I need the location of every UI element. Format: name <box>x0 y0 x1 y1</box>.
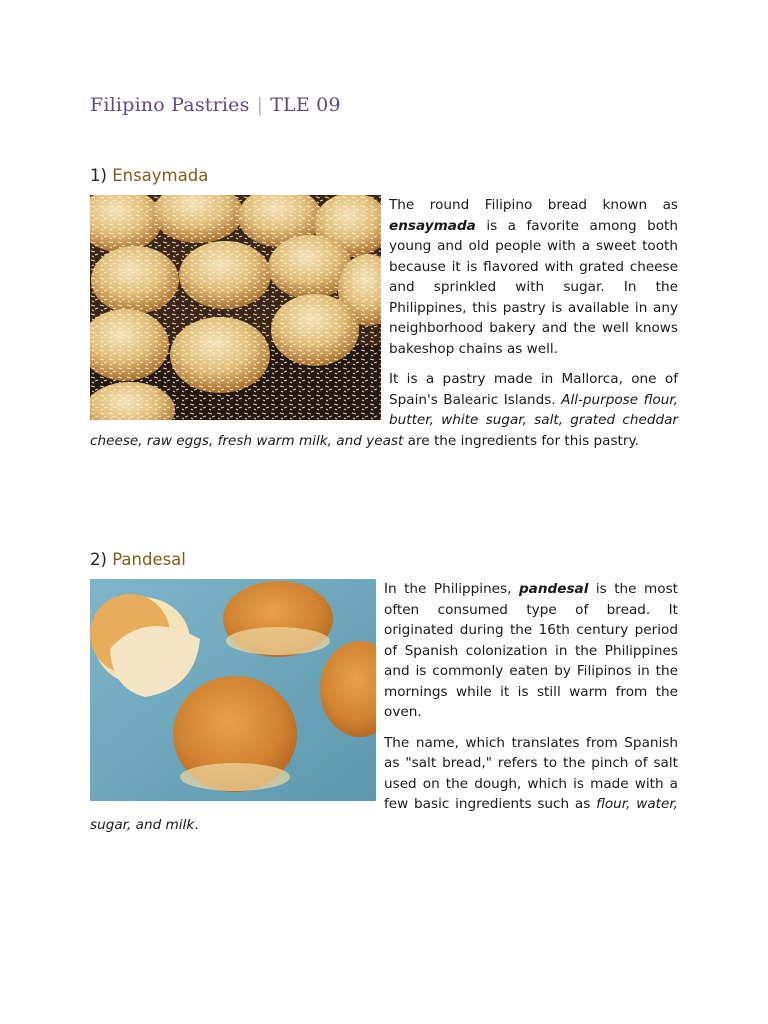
emphasis-text: pandesal <box>518 581 589 597</box>
text-run: is a favorite among both young and old people with a sweet tooth because it is flavored with grated cheese and sprinkled with sugar. In the Philippines, this pastry is available in any neighborhood bakery and the well knows bakeshop chains as well. <box>389 217 678 357</box>
ingredients-text: All-purpose flour, butter, white sugar, salt, grated cheddar cheese, raw eggs, fresh warm milk, and yeast <box>90 391 679 449</box>
section-pandesal <box>90 550 678 845</box>
page-title-course: TLE 09 <box>270 94 341 116</box>
section-number: 2) <box>90 550 107 569</box>
page-title <box>90 94 341 116</box>
text-run: The round Filipino bread known as <box>389 197 678 213</box>
title-separator: | <box>256 94 264 116</box>
text-run: . <box>194 816 199 833</box>
section-heading <box>90 166 678 185</box>
pandesal-photo <box>90 579 376 801</box>
page-title-main: Filipino Pastries <box>90 94 250 116</box>
section-heading <box>90 550 678 569</box>
ensaymada-photo <box>90 195 381 420</box>
text-run: It is a pastry made in Mallorca, one of Spain's Balearic Islands. <box>389 371 678 408</box>
section-number: 1) <box>90 166 107 185</box>
text-run: The name, which translates from Spanish as "salt bread," refers to the pinch of salt used on the dough, which is made with a few basic ingredients such as <box>384 734 678 812</box>
ingredients-text: flour, water, sugar, and milk <box>90 796 679 833</box>
section-name: Pandesal <box>112 550 186 569</box>
section-name: Ensaymada <box>112 166 209 185</box>
text-run: are the ingredients for this pastry. <box>403 432 639 449</box>
text-run: is the most often consumed type of bread. It originated during the 16th century period of Spanish colonization in the Philippines and is commonly eaten by Filipinos in the mornings while it is still warm from the oven. <box>384 581 678 720</box>
text-run: In the Philippines, <box>384 581 519 597</box>
section-ensaymada <box>90 166 678 461</box>
emphasis-text: ensaymada <box>389 217 476 234</box>
